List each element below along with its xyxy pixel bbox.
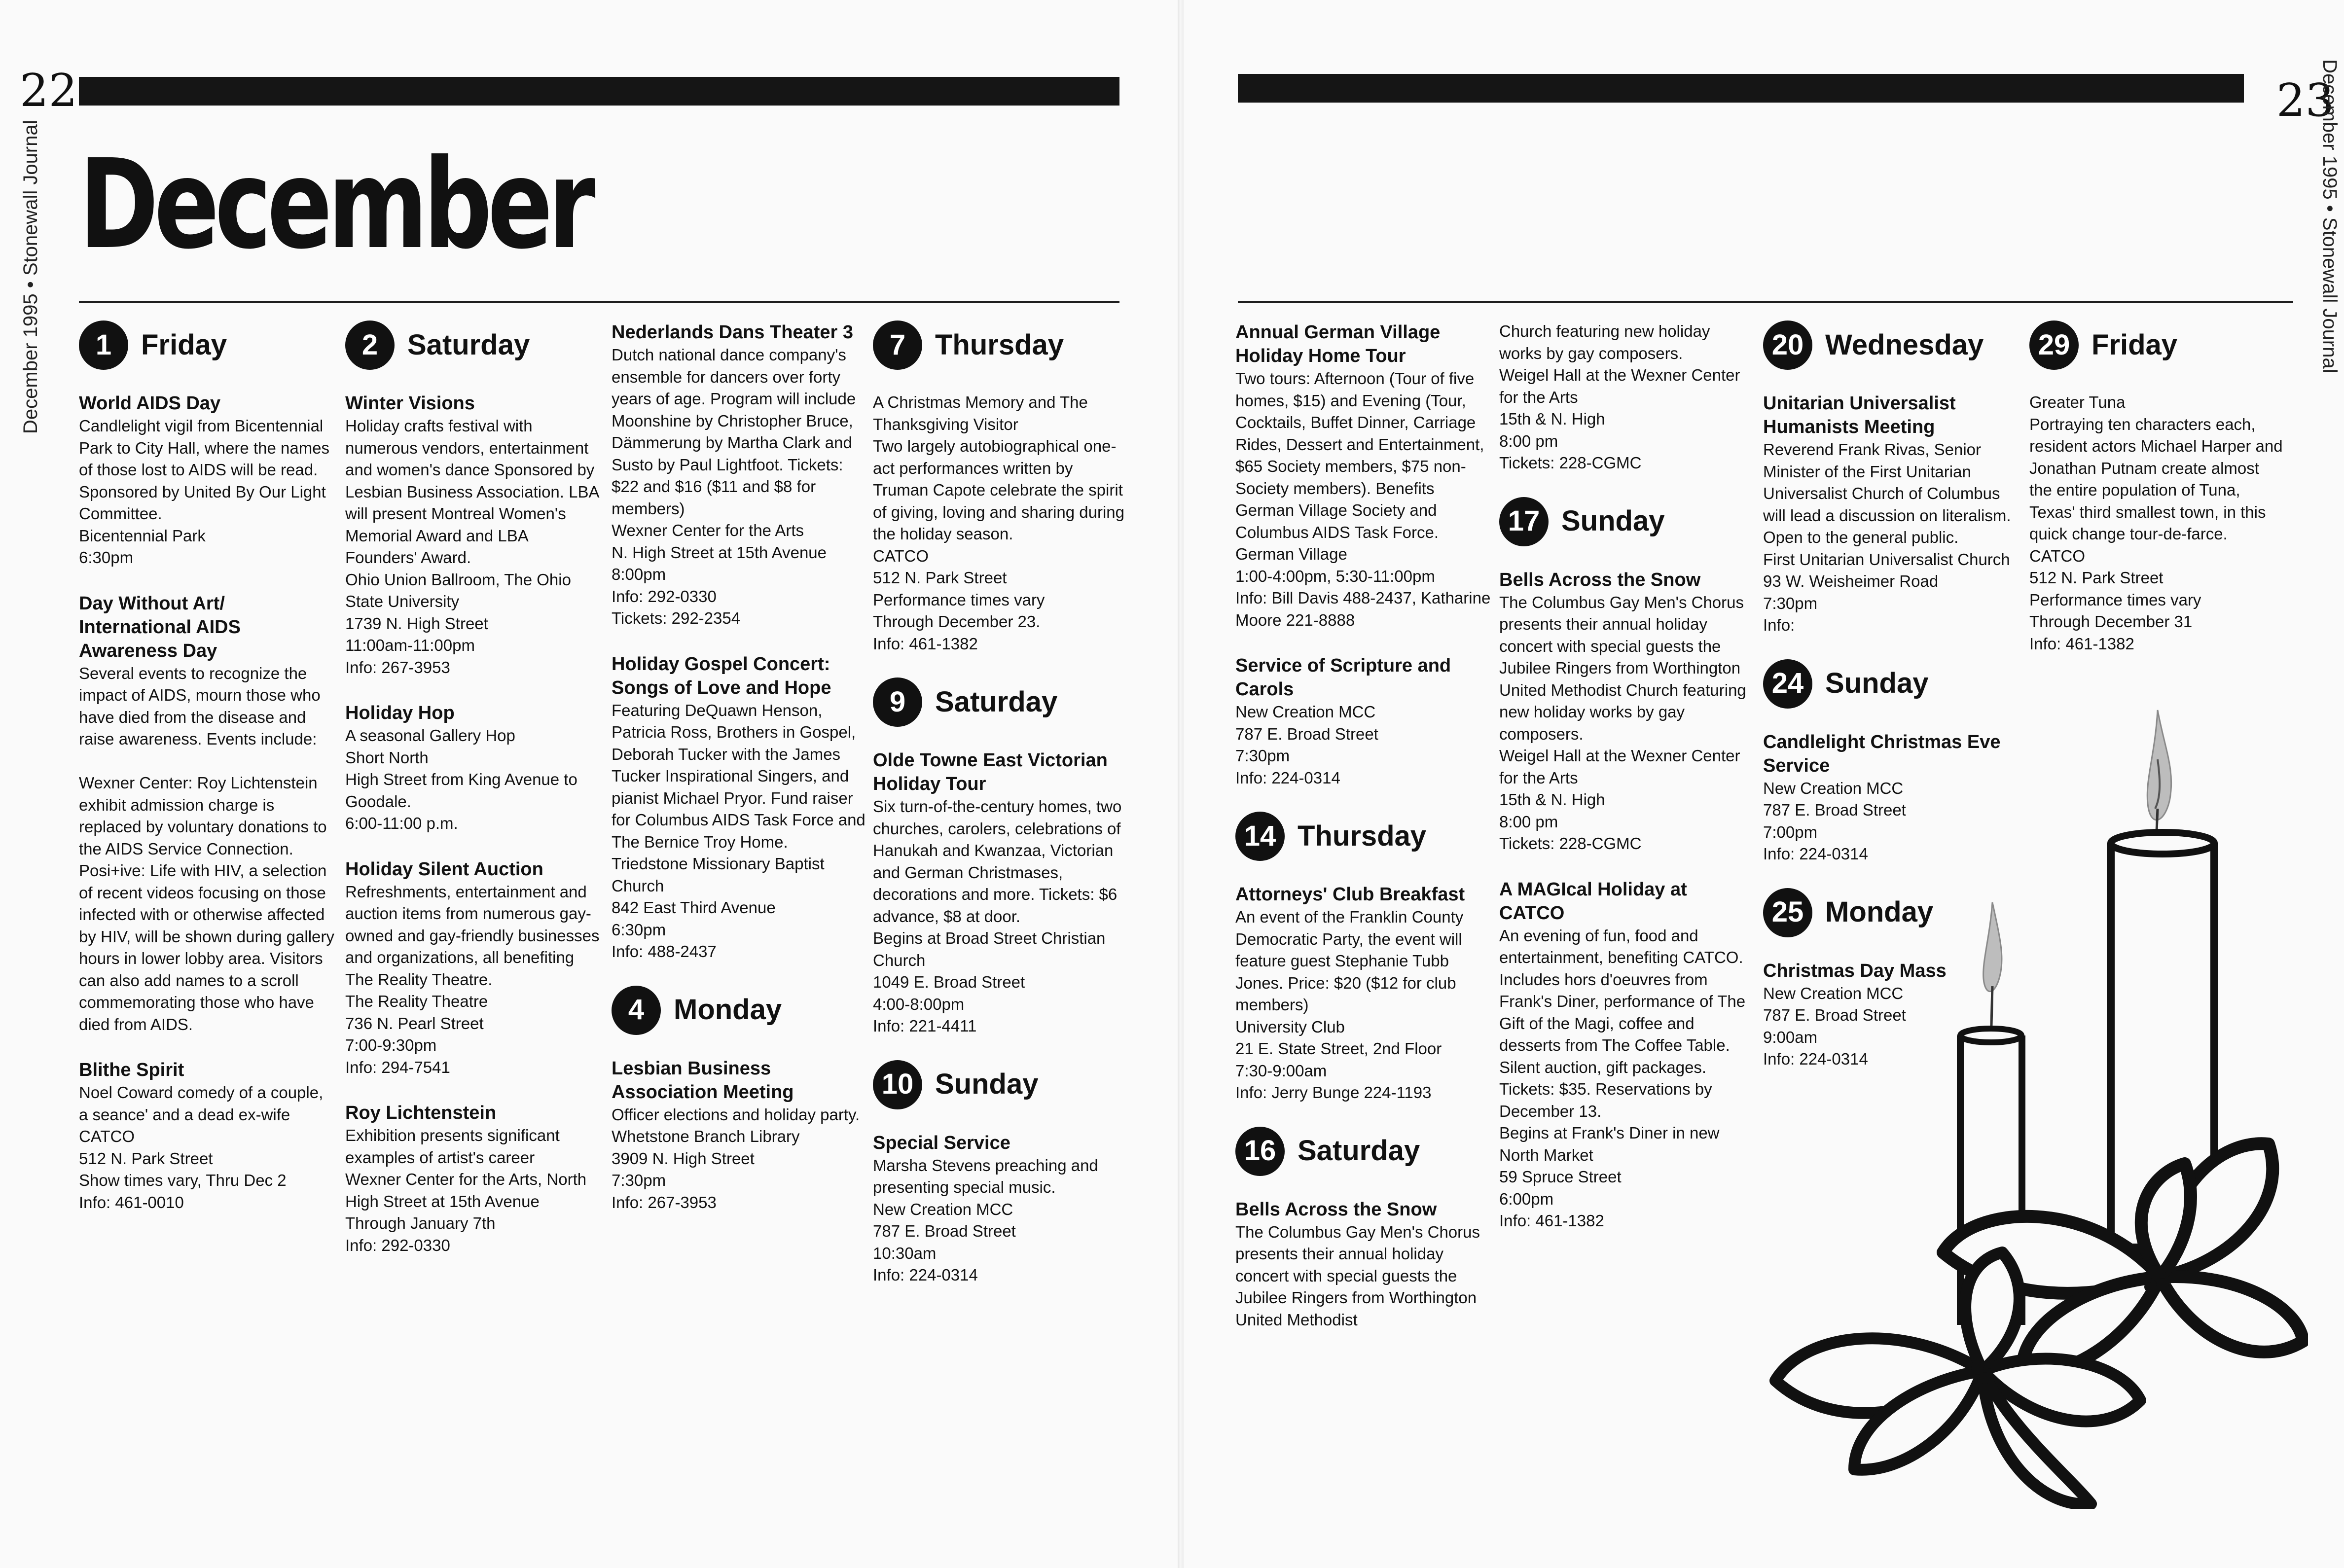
- event-title: Holiday Gospel Concert: Songs of Love and Hope: [612, 653, 831, 698]
- day-name: Friday: [2092, 328, 2178, 361]
- day-name: Monday: [1825, 896, 1934, 928]
- page-number-right: 23: [2276, 74, 2334, 127]
- day-number-badge: 14: [1235, 812, 1285, 861]
- day-number-badge: 9: [873, 677, 922, 727]
- day-name: Sunday: [1825, 667, 1929, 700]
- calendar-event: [612, 652, 868, 963]
- day-name: Thursday: [1298, 820, 1427, 852]
- day-number-badge: 1: [79, 321, 128, 370]
- day-name: Sunday: [935, 1068, 1039, 1101]
- calendar-event: [1235, 654, 1492, 789]
- event-details: Weigel Hall at the Wexner Center for the Arts 15th & N. High 8:00 pm Tickets: 228-CGMC: [1499, 747, 1740, 853]
- event-description: Featuring DeQuawn Henson, Patricia Ross, Brothers in Gospel, Deborah Tucker with the James Tucker Inspirational Singers, and pianist Michael Pryor. Fund raiser for Columbus AIDS Task Force and The Bernice Troy Home.: [612, 701, 865, 851]
- event-description: Noel Coward comedy of a couple, a seance' and a dead ex-wife: [79, 1083, 324, 1124]
- event-details: CATCO 512 N. Park Street Performance times vary Through December 23. Info: 461-1382: [873, 546, 1045, 653]
- event-description: An evening of fun, food and entertainment, benefiting CATCO. Includes hors d'oeuvres from Frank's Diner, performance of The Gift of the Magi, coffee and desserts from The Coffee Table. Silent auction, gift packages. Tickets: $35. Reservations by December 13.: [1499, 926, 1746, 1120]
- calendar-event: [2029, 392, 2286, 655]
- event-title: Attorneys' Club Breakfast: [1235, 884, 1465, 905]
- event-description: Officer elections and holiday party.: [612, 1105, 860, 1124]
- event-description: Exhibition presents significant examples of artist's career: [345, 1126, 560, 1167]
- event-title: Bells Across the Snow: [1499, 569, 1701, 590]
- spine-text-right: December 1995 • Stonewall Journal: [2319, 59, 2341, 373]
- event-description: An event of the Franklin County Democratic Party, the event will feature guest Stephanie Tubb Jones. Price: $20 ($12 for club members): [1235, 908, 1464, 1014]
- event-title: Olde Towne East Victorian Holiday Tour: [873, 750, 1108, 794]
- calendar-event: [79, 1058, 335, 1213]
- day-heading: [345, 321, 602, 370]
- candles-and-poinsettias-icon: [1598, 680, 2308, 1509]
- event-title: Christmas Day Mass: [1763, 960, 1947, 981]
- calendar-event: [1763, 392, 2019, 637]
- day-number-badge: 2: [345, 321, 395, 370]
- calendar-column-1: [79, 321, 335, 1236]
- calendar-event: [345, 701, 602, 835]
- header-rule-left: [79, 301, 1119, 303]
- day-number-badge: 20: [1763, 321, 1812, 370]
- event-description: Reverend Frank Rivas, Senior Minister of the First Unitarian Universalist Church of Columbus will lead a discussion on literalism. Open to the general public.: [1763, 440, 2011, 546]
- day-heading: [2029, 321, 2286, 370]
- calendar-column-8: [2029, 321, 2286, 677]
- calendar-event: [873, 1131, 1129, 1286]
- event-title: Unitarian Universalist Humanists Meeting: [1763, 393, 1956, 437]
- day-name: Friday: [141, 328, 227, 361]
- event-description: Marsha Stevens preaching and presenting special music.: [873, 1156, 1098, 1196]
- event-details: New Creation MCC 787 E. Broad Street 7:30pm Info: 224-0314: [1235, 703, 1378, 787]
- calendar-column-4: [873, 321, 1129, 1309]
- event-description: A seasonal Gallery Hop: [345, 726, 515, 745]
- day-number-badge: 29: [2029, 321, 2079, 370]
- calendar-event: [79, 592, 335, 1036]
- day-number-badge: 16: [1235, 1127, 1285, 1176]
- event-details: Wexner Center for the Arts, North High Street at 15th Avenue Through January 7th Info: 292-0330: [345, 1170, 587, 1254]
- event-title: Lesbian Business Association Meeting: [612, 1058, 794, 1103]
- event-title: Roy Lichtenstein: [345, 1103, 497, 1123]
- event-description: Holiday crafts festival with numerous vendors, entertainment and women's dance Sponsored by Lesbian Business Association. LBA will present Montreal Women's Memorial Award and LBA Founders' Award.: [345, 417, 599, 567]
- event-details: Ohio Union Ballroom, The Ohio State University 1739 N. High Street 11:00am-11:00pm Info: 267-3953: [345, 570, 571, 677]
- event-details: CATCO 512 N. Park Street Show times vary, Thru Dec 2 Info: 461-0010: [79, 1127, 287, 1212]
- event-title: Service of Scripture and Carols: [1235, 655, 1451, 700]
- event-description: Refreshments, entertainment and auction items from numerous gay-owned and gay-friendly businesses and organizations, all benefiting The Reality Theatre.: [345, 882, 600, 989]
- day-number-badge: 24: [1763, 659, 1812, 709]
- day-heading: [612, 986, 868, 1035]
- calendar-event: [1235, 883, 1492, 1104]
- calendar-column-2: [345, 321, 602, 1279]
- day-heading: [1235, 1127, 1492, 1176]
- event-title: Holiday Silent Auction: [345, 858, 543, 880]
- event-details: Wexner Center for the Arts N. High Street at 15th Avenue 8:00pm Info: 292-0330 Tickets: 292-2354: [612, 521, 827, 627]
- day-number-badge: 10: [873, 1060, 922, 1109]
- calendar-event: [79, 392, 335, 569]
- event-details: University Club 21 E. State Street, 2nd Floor 7:30-9:00am Info: Jerry Bunge 224-1193: [1235, 1017, 1442, 1102]
- event-details: First Unitarian Universalist Church 93 W. Weisheimer Road 7:30pm Info:: [1763, 550, 2010, 634]
- header-bar-right: [1238, 74, 2244, 103]
- event-title: Special Service: [873, 1132, 1010, 1153]
- event-details: Bicentennial Park 6:30pm: [79, 526, 206, 567]
- day-heading: [873, 677, 1129, 727]
- event-description: Dutch national dance company's ensemble for dancers over forty years of age. Program will include Moonshine by Christopher Bruce, Dämmerung by Martha Clark and Susto by Paul Lightfoot. Tickets: $22 and $16 ($11 and $8 for members): [612, 346, 856, 518]
- calendar-event: [345, 857, 602, 1079]
- event-title: Nederlands Dans Theater 3: [612, 322, 853, 343]
- day-name: Saturday: [407, 328, 530, 361]
- day-number-badge: 4: [612, 986, 661, 1035]
- spine-text-left: December 1995 • Stonewall Journal: [20, 120, 41, 434]
- event-description: Several events to recognize the impact of AIDS, mourn those who have died from the disease and raise awareness. Events include: Wexner Center: Roy Lichtenstein exhibit admission charge is replaced by voluntary donations to the AIDS Service Connection. Posi+ive: Life with HIV, a selection of recent videos focusing on those infected with or otherwise affected by HIV, will be shown during gallery hours in lower lobby area. Visitors can also add names to a scroll commemorating those who have died from AIDS.: [79, 664, 334, 1033]
- calendar-event: [612, 1057, 868, 1214]
- day-heading: [1235, 812, 1492, 861]
- header-rule-right: [1238, 301, 2293, 303]
- event-description: Two tours: Afternoon (Tour of five homes, $15) and Evening (Tour, Cocktails, Buffet Dinner, Carriage Rides, Dessert and Entertainment, $65 Society members, $75 non-Society members). Benefits German Village Society and Columbus AIDS Task Force.: [1235, 369, 1484, 541]
- calendar-event: [1235, 1198, 1492, 1331]
- event-title: Day Without Art/ International AIDS Awareness Day: [79, 593, 241, 661]
- calendar-event: [1235, 321, 1492, 631]
- event-details: New Creation MCC 787 E. Broad Street 9:00am Info: 224-0314: [1763, 984, 1906, 1068]
- event-details: Whetstone Branch Library 3909 N. High Street 7:30pm Info: 267-3953: [612, 1127, 800, 1212]
- event-details: CATCO 512 N. Park Street Performance times vary Through December 31 Info: 461-1382: [2029, 546, 2201, 653]
- event-details: Begins at Broad Street Christian Church 1049 E. Broad Street 4:00-8:00pm Info: 221-4411: [873, 929, 1106, 1035]
- day-number-badge: 7: [873, 321, 922, 370]
- day-name: Sunday: [1561, 505, 1665, 537]
- day-heading: [873, 321, 1129, 370]
- event-title: A MAGIcal Holiday at CATCO: [1499, 879, 1687, 924]
- event-details: New Creation MCC 787 E. Broad Street 10:30am Info: 224-0314: [873, 1200, 1016, 1284]
- month-title: December: [79, 133, 591, 276]
- page-number-left: 22: [20, 64, 78, 117]
- event-description: A Christmas Memory and The Thanksgiving Visitor Two largely autobiographical one-act performances written by Truman Capote celebrate the spirit of giving, loving and sharing during the holiday season.: [873, 393, 1125, 543]
- day-heading: [1499, 497, 1756, 546]
- event-details: New Creation MCC 787 E. Broad Street 7:00pm Info: 224-0314: [1763, 779, 1906, 863]
- event-description: Candlelight vigil from Bicentennial Park to City Hall, where the names of those lost to AIDS will be read. Sponsored by United By Our Light Committee.: [79, 417, 330, 523]
- event-details: Begins at Frank's Diner in new North Market 59 Spruce Street 6:00pm Info: 461-1382: [1499, 1124, 1720, 1230]
- calendar-event: [873, 748, 1129, 1037]
- day-name: Wednesday: [1825, 328, 1984, 361]
- event-title: Winter Visions: [345, 393, 475, 414]
- day-name: Saturday: [935, 685, 1058, 718]
- event-details: Weigel Hall at the Wexner Center for the Arts 15th & N. High 8:00 pm Tickets: 228-CGMC: [1499, 366, 1740, 472]
- event-title: Annual German Village Holiday Home Tour: [1235, 322, 1441, 366]
- calendar-event: [345, 1101, 602, 1256]
- event-details: Triedstone Missionary Baptist Church 842 East Third Avenue 6:30pm Info: 488-2437: [612, 855, 825, 961]
- event-details: Short North High Street from King Avenue to Goodale. 6:00-11:00 p.m.: [345, 748, 577, 832]
- event-details: German Village 1:00-4:00pm, 5:30-11:00pm Info: Bill Davis 488-2437, Katharine Moore 221-8888: [1235, 545, 1491, 629]
- calendar-event: [873, 392, 1129, 655]
- day-number-badge: 17: [1499, 497, 1549, 546]
- event-description: Greater Tuna Portraying ten characters each, resident actors Michael Harper and Jonathan Putnam create almost the entire population of Tuna, Texas' third smallest town, in this quick change tour-de-farce.: [2029, 393, 2283, 543]
- event-title: Holiday Hop: [345, 703, 455, 723]
- day-name: Saturday: [1298, 1135, 1420, 1167]
- event-title: Blithe Spirit: [79, 1060, 184, 1080]
- day-heading: [873, 1060, 1129, 1109]
- event-title: Candlelight Christmas Eve Service: [1763, 731, 2001, 776]
- event-title: Bells Across the Snow: [1235, 1199, 1437, 1220]
- calendar-column-3: [612, 321, 868, 1236]
- calendar-event: [345, 392, 602, 678]
- calendar-event: [1499, 321, 1756, 474]
- event-description: Church featuring new holiday works by gay composers.: [1499, 322, 1710, 362]
- day-heading: [79, 321, 335, 370]
- event-title: World AIDS Day: [79, 393, 221, 414]
- day-number-badge: 25: [1763, 888, 1812, 937]
- day-heading: [1763, 321, 2019, 370]
- event-description: The Columbus Gay Men's Chorus presents their annual holiday concert with special guests the Jubilee Ringers from Worthington United Methodist Church featuring new holiday works by gay composers.: [1499, 593, 1746, 743]
- day-name: Thursday: [935, 328, 1064, 361]
- event-description: The Columbus Gay Men's Chorus presents their annual holiday concert with special guests the Jubilee Ringers from Worthington United Methodist: [1235, 1222, 1480, 1329]
- event-details: The Reality Theatre 736 N. Pearl Street 7:00-9:30pm Info: 294-7541: [345, 992, 488, 1076]
- event-description: Six turn-of-the-century homes, two churches, carolers, celebrations of Hanukah and Kwanzaa, Victorian and German Christmases, decorations and more. Tickets: $6 advance, $8 at door.: [873, 797, 1122, 926]
- calendar-column-5: [1235, 321, 1492, 1354]
- header-bar-left: [79, 77, 1119, 106]
- day-name: Monday: [674, 994, 782, 1026]
- calendar-event: [612, 321, 868, 630]
